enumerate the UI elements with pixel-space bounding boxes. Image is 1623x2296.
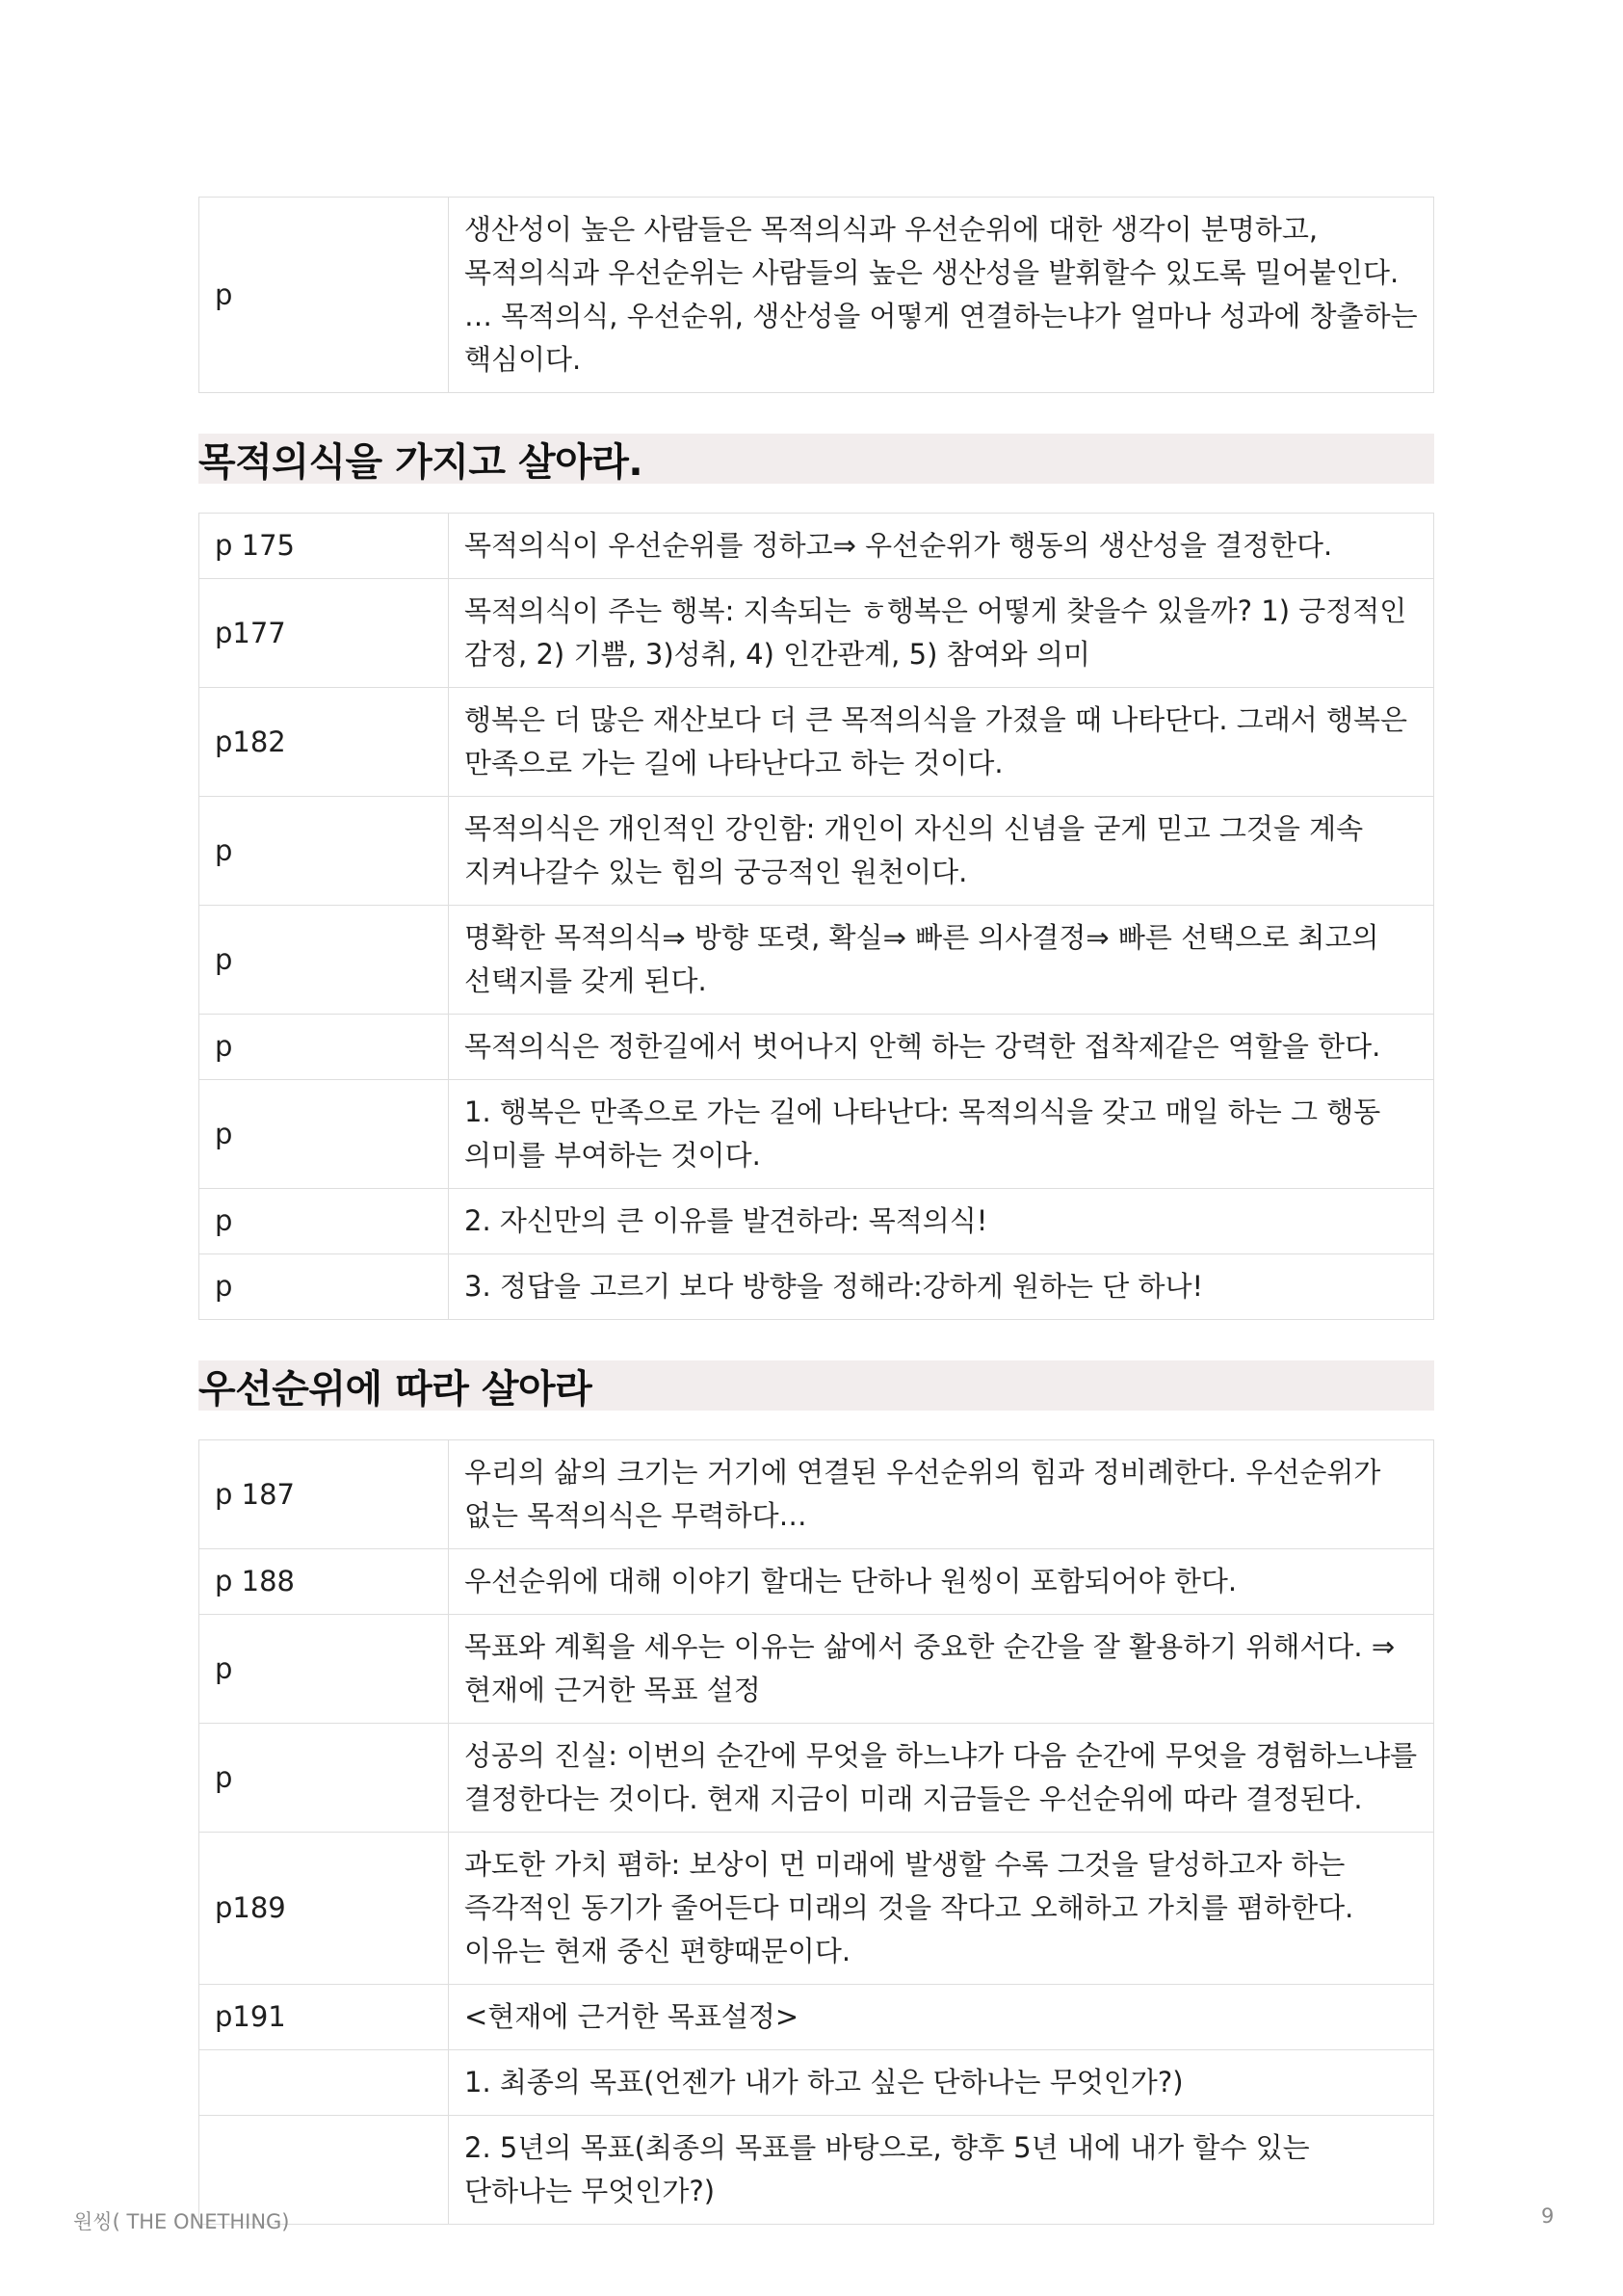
note-text: 행복은 더 많은 재산보다 더 큰 목적의식을 가졌을 때 나타단다. 그래서 행복은 만족으로 가는 길에 나타난다고 하는 것이다. bbox=[449, 688, 1434, 797]
note-text: 목적의식이 우선순위를 정하고⇒ 우선순위가 행동의 생산성을 결정한다. bbox=[449, 514, 1434, 579]
table-row bbox=[199, 906, 1434, 1015]
table-row bbox=[199, 1189, 1434, 1254]
note-text: <현재에 근거한 목표설정> bbox=[449, 1985, 1434, 2050]
note-text: 1. 행복은 만족으로 가는 길에 나타난다: 목적의식을 갖고 매일 하는 그 행동 의미를 부여하는 것이다. bbox=[449, 1080, 1434, 1189]
page-content bbox=[198, 197, 1434, 2225]
note-text: 1. 최종의 목표(언젠가 내가 하고 싶은 단하나는 무엇인가?) bbox=[449, 2050, 1434, 2116]
note-text: 과도한 가치 폄하: 보상이 먼 미래에 발생할 수록 그것을 달성하고자 하는 즉각적인 동기가 줄어든다 미래의 것을 작다고 오해하고 가치를 폄하한다. 이유는 현재 중신 편향때문이다. bbox=[449, 1833, 1434, 1985]
notes-table-priority bbox=[198, 1439, 1434, 2225]
page-ref: p bbox=[199, 906, 449, 1015]
note-text: 생산성이 높은 사람들은 목적의식과 우선순위에 대한 생각이 분명하고, 목적의식과 우선순위는 사람들의 높은 생산성을 발휘할수 있도록 밀어붙인다. … 목적의식, 우선순위, 생산성을 어떻게 연결하는냐가 얼마나 성과에 창출하는 핵심이다. bbox=[449, 198, 1434, 393]
table-row bbox=[199, 514, 1434, 579]
note-text: 목적의식이 주는 행복: 지속되는 ㅎ행복은 어떻게 찾을수 있을까? 1) 긍정적인 감정, 2) 기쁨, 3)성취, 4) 인간관계, 5) 참여와 의미 bbox=[449, 579, 1434, 688]
page-ref: p bbox=[199, 1254, 449, 1320]
table-row bbox=[199, 1015, 1434, 1080]
page-ref: p bbox=[199, 198, 449, 393]
table-row bbox=[199, 1985, 1434, 2050]
note-text: 우리의 삶의 크기는 거기에 연결된 우선순위의 힘과 정비례한다. 우선순위가 없는 목적의식은 무력하다… bbox=[449, 1440, 1434, 1549]
note-text: 2. 자신만의 큰 이유를 발견하라: 목적의식! bbox=[449, 1189, 1434, 1254]
page-ref: p 175 bbox=[199, 514, 449, 579]
note-text: 성공의 진실: 이번의 순간에 무엇을 하느냐가 다음 순간에 무엇을 경험하느냐를 결정한다는 것이다. 현재 지금이 미래 지금들은 우선순위에 따라 결정된다. bbox=[449, 1724, 1434, 1833]
page-ref bbox=[199, 2050, 449, 2116]
page-ref: p 188 bbox=[199, 1549, 449, 1615]
page-ref: p182 bbox=[199, 688, 449, 797]
page-ref: p191 bbox=[199, 1985, 449, 2050]
footer-title: 원씽( THE ONETHING) bbox=[73, 2210, 290, 2233]
page-ref: p 187 bbox=[199, 1440, 449, 1549]
note-text: 우선순위에 대해 이야기 할대는 단하나 원씽이 포함되어야 한다. bbox=[449, 1549, 1434, 1615]
table-row bbox=[199, 797, 1434, 906]
table-row bbox=[199, 1724, 1434, 1833]
page-ref: p bbox=[199, 1015, 449, 1080]
table-row bbox=[199, 1254, 1434, 1320]
note-text: 목표와 계획을 세우는 이유는 삶에서 중요한 순간을 잘 활용하기 위해서다. ⇒ 현재에 근거한 목표 설정 bbox=[449, 1615, 1434, 1724]
note-text: 명확한 목적의식⇒ 방향 또렷, 확실⇒ 빠른 의사결정⇒ 빠른 선택으로 최고의 선택지를 갖게 된다. bbox=[449, 906, 1434, 1015]
table-row bbox=[199, 579, 1434, 688]
page-ref: p bbox=[199, 1189, 449, 1254]
section-title: 우선순위에 따라 살아라 bbox=[198, 1366, 592, 1412]
table-row bbox=[199, 1440, 1434, 1549]
table-row bbox=[199, 1549, 1434, 1615]
table-row bbox=[199, 688, 1434, 797]
page-ref: p189 bbox=[199, 1833, 449, 1985]
note-text: 3. 정답을 고르기 보다 방향을 정해라:강하게 원하는 단 하나! bbox=[449, 1254, 1434, 1320]
note-text: 목적의식은 정한길에서 벗어나지 안헥 하는 강력한 접착제같은 역할을 한다. bbox=[449, 1015, 1434, 1080]
notes-table-purpose bbox=[198, 513, 1434, 1320]
page-ref: p bbox=[199, 797, 449, 906]
page-ref: p bbox=[199, 1080, 449, 1189]
table-row bbox=[199, 1080, 1434, 1189]
note-text: 2. 5년의 목표(최종의 목표를 바탕으로, 향후 5년 내에 내가 할수 있는 단하나는 무엇인가?) bbox=[449, 2116, 1434, 2225]
section-heading-priority bbox=[198, 1360, 1434, 1411]
table-row bbox=[199, 2116, 1434, 2225]
page-ref: p bbox=[199, 1615, 449, 1724]
page-number: 9 bbox=[1541, 2204, 1555, 2228]
table-row bbox=[199, 2050, 1434, 2116]
note-text: 목적의식은 개인적인 강인함: 개인이 자신의 신념을 굳게 믿고 그것을 계속 지켜나갈수 있는 힘의 궁긍적인 원천이다. bbox=[449, 797, 1434, 906]
table-row bbox=[199, 1615, 1434, 1724]
notes-table-intro bbox=[198, 197, 1434, 393]
page-ref: p177 bbox=[199, 579, 449, 688]
page-ref: p bbox=[199, 1724, 449, 1833]
table-row bbox=[199, 1833, 1434, 1985]
table-row bbox=[199, 198, 1434, 393]
section-heading-purpose bbox=[198, 434, 1434, 484]
section-title: 목적의식을 가지고 살아라. bbox=[198, 439, 643, 485]
